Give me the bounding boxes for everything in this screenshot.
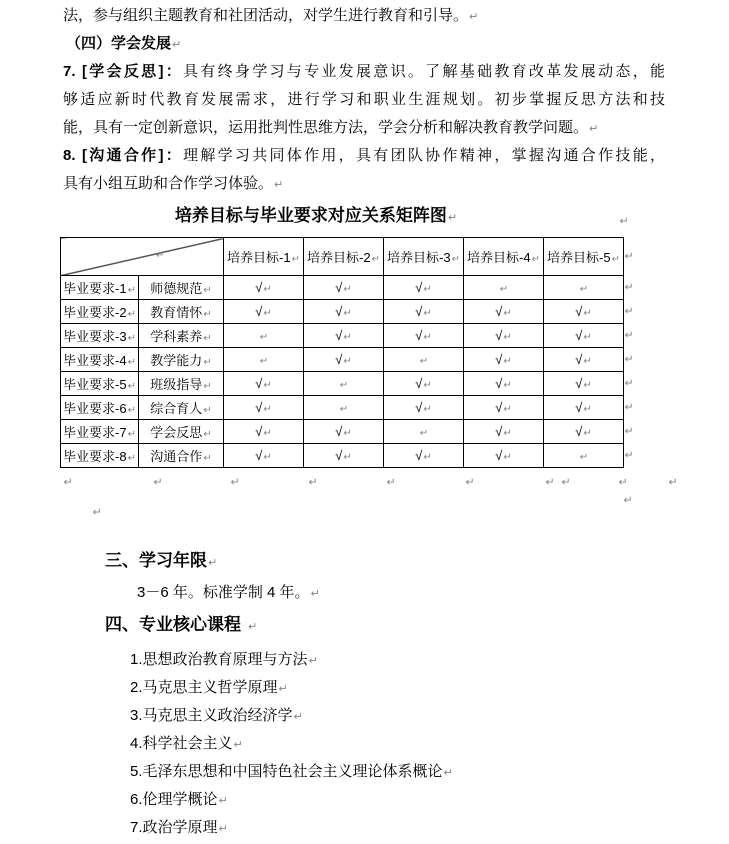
matrix-col-header: [464, 238, 544, 276]
check-cell: [304, 300, 384, 324]
requirement-name-cell-text: 学科素养: [150, 329, 203, 344]
check-mark: √: [495, 304, 503, 319]
matrix-row: [61, 300, 624, 324]
matrix-row: [61, 444, 624, 468]
requirement-name-cell-text: 学会反思: [150, 425, 203, 440]
check-cell: [464, 300, 544, 324]
requirement-name-cell: [139, 300, 224, 324]
matrix-table-wrapper: [60, 237, 624, 468]
requirement-name-cell: [139, 372, 224, 396]
check-mark: √: [575, 424, 583, 439]
pilcrow-mark: ↵: [343, 308, 352, 319]
pilcrow-mark: ↵: [503, 332, 512, 343]
pilcrow-mark: ↵: [263, 404, 272, 415]
empty-cell: [544, 276, 624, 300]
section-heading-core-courses: [105, 611, 257, 639]
matrix-col-header: [384, 238, 464, 276]
check-cell: [544, 396, 624, 420]
check-cell: [464, 372, 544, 396]
item7-line2-text: 够适应新时代教育发展需求，进行学习和职业生涯规划。初步掌握反思方法和技: [63, 91, 665, 108]
pilcrow-mark: ↵: [624, 376, 634, 390]
item8-line1-text: 理解学习共同体作用，具有团队协作精神，掌握沟通合作技能，: [183, 147, 665, 164]
course-item-text: 4.科学社会主义: [130, 735, 233, 752]
pilcrow-mark: ↵: [230, 475, 240, 489]
check-mark: √: [495, 400, 503, 415]
empty-cell: [224, 324, 304, 348]
check-mark: √: [495, 328, 503, 343]
pilcrow-mark: ↵: [624, 328, 634, 342]
pilcrow-mark: ↵: [293, 710, 303, 723]
check-mark: √: [335, 352, 343, 367]
intro-text: 法，参与组织主题教育和社团活动，对学生进行教育和引导。: [63, 7, 469, 24]
pilcrow-mark: ↵: [423, 404, 432, 415]
graduation-requirement-cell-text: 毕业要求-6: [63, 401, 127, 416]
pilcrow-mark: ↵: [624, 424, 634, 438]
pilcrow-mark: ↵: [172, 38, 182, 51]
pilcrow-mark: ↵: [308, 475, 318, 489]
pilcrow-mark: ↵: [583, 356, 592, 367]
course-item-text: 3.马克思主义政治经济学: [130, 707, 293, 724]
requirement-name-cell-text: 综合育人: [150, 401, 203, 416]
graduation-requirement-cell: [61, 420, 139, 444]
pilcrow-mark: ↵: [127, 333, 136, 344]
check-mark: √: [575, 352, 583, 367]
check-mark: √: [255, 448, 263, 463]
pilcrow-mark: ↵: [127, 453, 136, 464]
check-mark: √: [255, 280, 263, 295]
pilcrow-mark: ↵: [153, 475, 163, 489]
check-cell: [384, 396, 464, 420]
pilcrow-mark: ↵: [545, 475, 555, 489]
check-cell: [384, 324, 464, 348]
pilcrow-mark: ↵: [310, 587, 320, 600]
graduation-requirement-cell: [61, 324, 139, 348]
item7-line1-text: 具有终身学习与专业发展意识。了解基础教育改革发展动态，能: [183, 63, 665, 80]
requirement-name-cell-text: 班级指导: [150, 377, 203, 392]
item7-line1: [63, 58, 665, 86]
matrix-col-header-text: 培养目标-4: [467, 250, 531, 265]
pilcrow-mark: ↵: [423, 284, 432, 295]
pilcrow-mark: ↵: [583, 428, 592, 439]
pilcrow-mark: ↵: [203, 333, 212, 344]
pilcrow-mark: ↵: [503, 404, 512, 415]
check-mark: √: [335, 304, 343, 319]
course-item: [130, 730, 453, 758]
check-cell: [544, 420, 624, 444]
course-item: [130, 646, 453, 674]
check-cell: [464, 396, 544, 420]
pilcrow-mark: ↵: [503, 308, 512, 319]
pilcrow-mark: ↵: [218, 822, 228, 835]
graduation-requirement-cell: [61, 348, 139, 372]
check-cell: [384, 276, 464, 300]
pilcrow-mark: ↵: [419, 356, 429, 367]
pilcrow-mark: ↵: [208, 556, 218, 569]
check-mark: √: [255, 400, 263, 415]
section-heading-study-period: [105, 547, 217, 575]
study-period-body: [137, 579, 320, 607]
check-mark: √: [495, 424, 503, 439]
pilcrow-mark: ↵: [155, 250, 165, 261]
check-mark: √: [255, 376, 263, 391]
check-cell: [224, 420, 304, 444]
check-mark: √: [415, 376, 423, 391]
check-mark: √: [255, 424, 263, 439]
item8-lead: 8. [沟通合作]：: [63, 147, 184, 164]
item7-line3: [63, 114, 665, 142]
check-mark: √: [495, 376, 503, 391]
graduation-requirement-cell-text: 毕业要求-4: [63, 353, 127, 368]
check-mark: √: [575, 400, 583, 415]
requirement-name-cell-text: 教学能力: [150, 353, 203, 368]
pilcrow-mark: ↵: [127, 285, 136, 296]
pilcrow-mark: ↵: [583, 332, 592, 343]
check-cell: [464, 348, 544, 372]
matrix-row: [61, 420, 624, 444]
pilcrow-mark: ↵: [589, 122, 599, 135]
matrix-col-header: [544, 238, 624, 276]
check-cell: [224, 276, 304, 300]
pilcrow-mark: ↵: [465, 475, 475, 489]
pilcrow-mark: ↵: [259, 356, 269, 367]
pilcrow-mark: ↵: [624, 249, 634, 263]
check-cell: [224, 372, 304, 396]
requirement-name-cell: [139, 420, 224, 444]
check-cell: [544, 348, 624, 372]
pilcrow-mark: ↵: [619, 214, 629, 228]
pilcrow-mark: ↵: [668, 475, 678, 489]
pilcrow-mark: ↵: [343, 332, 352, 343]
pilcrow-mark: ↵: [203, 381, 212, 392]
pilcrow-mark: ↵: [624, 352, 634, 366]
matrix-row: [61, 372, 624, 396]
requirement-name-cell: [139, 348, 224, 372]
pilcrow-mark: ↵: [618, 475, 628, 489]
item8-paragraph: [63, 142, 665, 198]
pilcrow-mark: ↵: [339, 380, 349, 391]
course-item-text: 6.伦理学概论: [130, 791, 218, 808]
item7-line3-text: 能，具有一定创新意识，运用批判性思维方法，学会分析和解决教育教学问题。: [63, 119, 589, 136]
empty-cell: [304, 396, 384, 420]
pilcrow-mark: ↵: [343, 284, 352, 295]
matrix-row: [61, 276, 624, 300]
check-mark: √: [335, 424, 343, 439]
pilcrow-mark: ↵: [561, 475, 571, 489]
pilcrow-mark: ↵: [343, 428, 352, 439]
pilcrow-mark: ↵: [447, 211, 458, 224]
check-mark: √: [335, 328, 343, 343]
pilcrow-mark: ↵: [503, 356, 512, 367]
study-period-body-text: 3－6 年。标准学制 4 年。: [137, 584, 310, 601]
requirement-name-cell: [139, 276, 224, 300]
pilcrow-mark: ↵: [343, 356, 352, 367]
pilcrow-mark: ↵: [423, 332, 432, 343]
pilcrow-mark: ↵: [263, 428, 272, 439]
pilcrow-mark: ↵: [579, 284, 589, 295]
pilcrow-mark: ↵: [203, 285, 212, 296]
check-mark: √: [415, 328, 423, 343]
core-courses-heading-text: 四、专业核心课程: [105, 615, 241, 634]
pilcrow-mark: ↵: [291, 254, 300, 265]
graduation-requirement-cell: [61, 276, 139, 300]
graduation-requirement-cell-text: 毕业要求-2: [63, 305, 127, 320]
course-item-text: 2.马克思主义哲学原理: [130, 679, 278, 696]
empty-cell: [304, 372, 384, 396]
pilcrow-mark: ↵: [127, 357, 136, 368]
check-cell: [304, 444, 384, 468]
check-cell: [544, 324, 624, 348]
check-cell: [464, 420, 544, 444]
course-item: [130, 814, 453, 842]
graduation-requirement-cell: [61, 372, 139, 396]
matrix-col-header-text: 培养目标-3: [387, 250, 451, 265]
pilcrow-mark: ↵: [583, 380, 592, 391]
section-d-heading-text: （四）学会发展: [66, 35, 172, 52]
pilcrow-mark: ↵: [443, 766, 453, 779]
pilcrow-mark: ↵: [469, 10, 479, 23]
matrix-col-header-text: 培养目标-5: [547, 250, 611, 265]
check-mark: √: [495, 352, 503, 367]
pilcrow-mark: ↵: [259, 332, 269, 343]
requirement-name-cell-text: 教育情怀: [150, 305, 203, 320]
graduation-requirement-cell-text: 毕业要求-1: [63, 281, 127, 296]
item7-paragraph: [63, 58, 665, 142]
graduation-requirement-cell: [61, 444, 139, 468]
check-mark: √: [575, 304, 583, 319]
matrix-row: [61, 396, 624, 420]
course-item: [130, 758, 453, 786]
matrix-col-header: [304, 238, 384, 276]
pilcrow-mark: ↵: [623, 493, 633, 507]
item8-line1: [63, 142, 665, 170]
check-mark: √: [415, 448, 423, 463]
pilcrow-mark: ↵: [92, 505, 102, 519]
empty-cell: [224, 348, 304, 372]
check-cell: [304, 276, 384, 300]
pilcrow-mark: ↵: [127, 405, 136, 416]
check-cell: [544, 300, 624, 324]
pilcrow-mark: ↵: [263, 452, 272, 463]
pilcrow-mark: ↵: [203, 453, 212, 464]
pilcrow-mark: ↵: [499, 284, 509, 295]
empty-cell: [464, 276, 544, 300]
course-item: [130, 786, 453, 814]
pilcrow-mark: ↵: [624, 400, 634, 414]
check-mark: √: [255, 304, 263, 319]
pilcrow-mark: ↵: [611, 254, 620, 265]
graduation-requirement-cell-text: 毕业要求-3: [63, 329, 127, 344]
pilcrow-mark: ↵: [503, 452, 512, 463]
check-cell: [544, 372, 624, 396]
pilcrow-mark: ↵: [233, 738, 243, 751]
course-item-text: 7.政治学原理: [130, 819, 218, 836]
pilcrow-mark: ↵: [419, 428, 429, 439]
pilcrow-mark: ↵: [579, 452, 589, 463]
item7-lead: 7. [学会反思]：: [63, 63, 184, 80]
empty-cell: [384, 420, 464, 444]
study-period-heading-text: 三、学习年限: [105, 551, 207, 570]
item8-line2: [63, 170, 665, 198]
course-list: [130, 646, 453, 842]
matrix-col-header: [224, 238, 304, 276]
matrix-diagonal-cell: [61, 238, 224, 276]
graduation-requirement-cell: [61, 300, 139, 324]
check-mark: √: [415, 280, 423, 295]
pilcrow-mark: ↵: [263, 284, 272, 295]
pilcrow-mark: ↵: [583, 308, 592, 319]
empty-cell: [544, 444, 624, 468]
pilcrow-mark: ↵: [203, 357, 212, 368]
course-item-text: 1.思想政治教育原理与方法: [130, 651, 308, 668]
graduation-requirement-cell-text: 毕业要求-5: [63, 377, 127, 392]
matrix-table: [60, 237, 624, 468]
course-item: [130, 702, 453, 730]
check-cell: [384, 444, 464, 468]
pilcrow-mark: ↵: [503, 380, 512, 391]
pilcrow-mark: ↵: [248, 620, 258, 633]
matrix-title-text: 培养目标与毕业要求对应关系矩阵图: [174, 206, 447, 225]
pilcrow-mark: ↵: [423, 452, 432, 463]
pilcrow-mark: ↵: [624, 304, 634, 318]
pilcrow-mark: ↵: [127, 309, 136, 320]
check-cell: [304, 348, 384, 372]
check-mark: √: [575, 328, 583, 343]
check-cell: [384, 300, 464, 324]
requirement-name-cell-text: 沟通合作: [150, 449, 203, 464]
check-mark: √: [415, 400, 423, 415]
pilcrow-mark: ↵: [263, 380, 272, 391]
matrix-header-row: [61, 238, 624, 276]
check-cell: [224, 444, 304, 468]
check-mark: √: [415, 304, 423, 319]
pilcrow-mark: ↵: [203, 309, 212, 320]
course-item-text: 5.毛泽东思想和中国特色社会主义理论体系概论: [130, 763, 443, 780]
item8-line2-text: 具有小组互助和合作学习体验。: [63, 175, 274, 192]
pilcrow-mark: ↵: [583, 404, 592, 415]
graduation-requirement-cell-text: 毕业要求-7: [63, 425, 127, 440]
requirement-name-cell-text: 师德规范: [150, 281, 203, 296]
pilcrow-mark: ↵: [423, 308, 432, 319]
check-cell: [304, 324, 384, 348]
pilcrow-mark: ↵: [274, 178, 284, 191]
check-cell: [224, 396, 304, 420]
pilcrow-mark: ↵: [503, 428, 512, 439]
requirement-name-cell: [139, 324, 224, 348]
pilcrow-mark: ↵: [531, 254, 540, 265]
check-mark: √: [495, 448, 503, 463]
pilcrow-mark: ↵: [278, 682, 288, 695]
check-cell: [224, 300, 304, 324]
section-d-heading: [66, 30, 181, 58]
pilcrow-mark: ↵: [624, 280, 634, 294]
pilcrow-mark: ↵: [63, 475, 73, 489]
pilcrow-mark: ↵: [127, 429, 136, 440]
pilcrow-mark: ↵: [218, 794, 228, 807]
pilcrow-mark: ↵: [451, 254, 460, 265]
item7-line2: [63, 86, 665, 114]
pilcrow-mark: ↵: [371, 254, 380, 265]
check-mark: √: [335, 448, 343, 463]
requirement-name-cell: [139, 396, 224, 420]
graduation-requirement-cell-text: 毕业要求-8: [63, 449, 127, 464]
pilcrow-mark: ↵: [343, 452, 352, 463]
matrix-title: [63, 203, 569, 229]
matrix-col-header-text: 培养目标-2: [307, 250, 371, 265]
graduation-requirement-cell: [61, 396, 139, 420]
matrix-col-header-text: 培养目标-1: [227, 250, 291, 265]
matrix-row: [61, 348, 624, 372]
pilcrow-mark: ↵: [127, 381, 136, 392]
course-item: [130, 674, 453, 702]
matrix-row: [61, 324, 624, 348]
check-cell: [384, 372, 464, 396]
pilcrow-mark: ↵: [624, 448, 634, 462]
empty-cell: [384, 348, 464, 372]
pilcrow-mark: ↵: [386, 475, 396, 489]
intro-paragraph: [63, 2, 478, 30]
check-mark: √: [335, 280, 343, 295]
pilcrow-mark: ↵: [308, 654, 318, 667]
requirement-name-cell: [139, 444, 224, 468]
pilcrow-mark: ↵: [203, 405, 212, 416]
check-cell: [304, 420, 384, 444]
pilcrow-mark: ↵: [263, 308, 272, 319]
check-cell: [464, 324, 544, 348]
pilcrow-mark: ↵: [423, 380, 432, 391]
pilcrow-mark: ↵: [203, 429, 212, 440]
pilcrow-mark: ↵: [339, 404, 349, 415]
check-cell: [464, 444, 544, 468]
check-mark: √: [575, 376, 583, 391]
